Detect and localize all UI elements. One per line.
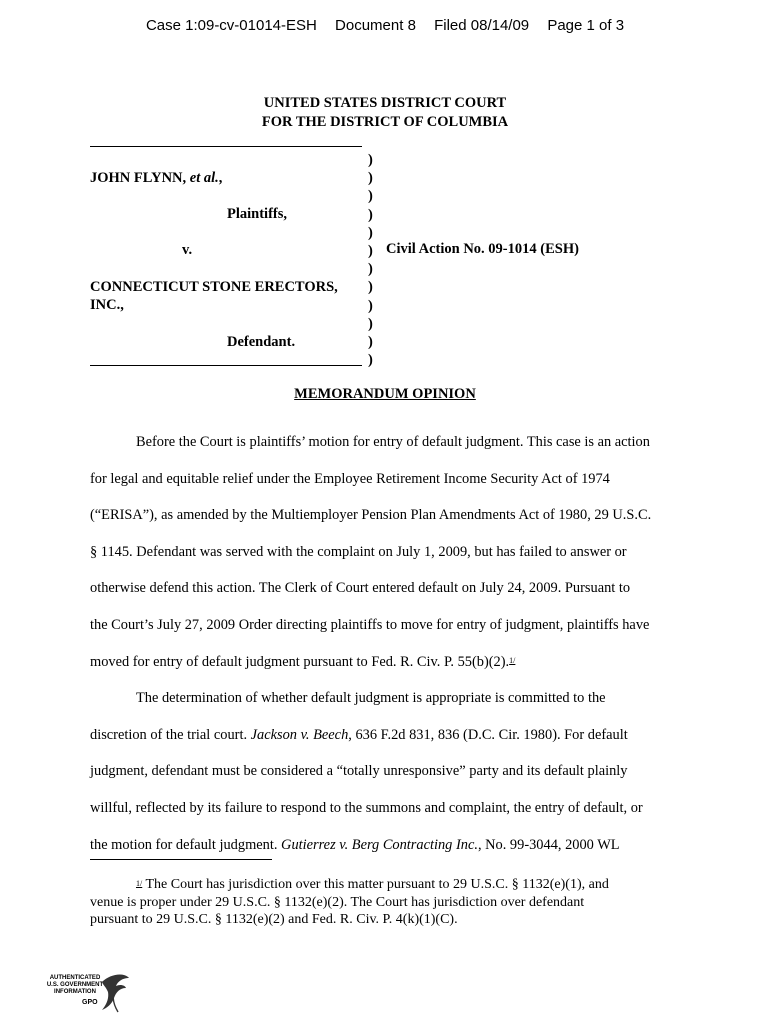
ecf-header (0, 17, 770, 34)
footnote-rule (90, 859, 272, 860)
footnote (90, 876, 690, 929)
body-line: otherwise defend this action. The Clerk of Court entered default on July 24, 2009. Pursuant to (90, 580, 631, 597)
body-line: judgment, defendant must be considered a “totally unresponsive” party and its default plainly (90, 763, 628, 780)
versus: v. (182, 242, 193, 258)
footnote-reference[interactable]: 1/ (509, 655, 516, 665)
body-line: for legal and equitable relief under the Employee Retirement Income Security Act of 1974 (90, 470, 610, 487)
case-number: Case 1:09-cv-01014-ESH (145, 17, 317, 34)
document-number: Document 8 (335, 17, 416, 34)
civil-action-number: Civil Action No. 09-1014 (ESH) (386, 241, 579, 257)
seal-text: AUTHENTICATED U.S. GOVERNMENT INFORMATION (46, 975, 104, 995)
court-line-1: UNITED STATES DISTRICT COURT (263, 95, 507, 111)
body-line: § 1145. Defendant was served with the complaint on July 1, 2009, but has failed to answer or (90, 543, 627, 560)
body-line: (“ERISA”), as amended by the Multiemployer Pension Plan Amendments Act of 1980, 29 U.S.C. (90, 507, 652, 524)
body-line: The determination of whether default judgment is appropriate is committed to the (136, 690, 606, 707)
body-line: the motion for default judgment. Gutierrez v. Berg Contracting Inc., No. 99-3044, 2000 WL (90, 836, 620, 853)
body-line: Before the Court is plaintiffs’ motion for entry of default judgment. This case is an action (136, 434, 650, 450)
defendant-name-line-2: INC., (90, 297, 124, 313)
caption-top-rule (90, 146, 362, 147)
footnote-line: venue is proper under 29 U.S.C. § 1132(e)(2). The Court has jurisdiction over defendant (90, 894, 585, 910)
case-citation: Gutierrez v. Berg Contracting Inc. (281, 836, 478, 853)
caption-bottom-rule (90, 365, 362, 366)
court-name (0, 94, 770, 132)
body-line: moved for entry of default judgment pursuant to Fed. R. Civ. P. 55(b)(2).$^{1/}$ (90, 653, 516, 670)
plaintiff-role: Plaintiffs, (227, 206, 288, 222)
footnote-line: pursuant to 29 U.S.C. § 1132(e)(2) and Fed. R. Civ. P. 4(k)(1)(C). (90, 912, 458, 928)
gpo-authentication-seal (44, 972, 134, 1018)
eagle-icon (96, 972, 132, 1016)
document-title: MEMORANDUM OPINION (294, 386, 476, 402)
seal-agency: GPO (82, 999, 98, 1006)
filed-date: Filed 08/14/09 (434, 17, 530, 34)
page-number: Page 1 of 3 (547, 17, 625, 34)
footnote-line: $^{1/}$ The Court has jurisdiction over this matter pursuant to 29 U.S.C. § 1132(e)(1), and (136, 877, 609, 892)
defendant-name-line-1: CONNECTICUT STONE ERECTORS, (90, 279, 338, 295)
opinion-body (90, 424, 690, 863)
body-line: willful, reflected by its failure to respond to the summons and complaint, the entry of default, or (90, 799, 643, 816)
body-line: discretion of the trial court. Jackson v. Beech, 636 F.2d 831, 836 (D.C. Cir. 1980). For default (90, 726, 628, 743)
case-citation: Jackson v. Beech (250, 726, 349, 743)
court-line-2: FOR THE DISTRICT OF COLUMBIA (261, 114, 509, 130)
body-line: the Court’s July 27, 2009 Order directing plaintiffs to move for entry of judgment, plaintiffs have (90, 616, 650, 633)
defendant-role: Defendant. (227, 334, 296, 350)
plaintiff-name: JOHN FLYNN, et al., (90, 170, 223, 186)
caption-parens: ) ) ) ) ) ) ) ) ) ) ) ) (368, 152, 373, 369)
footnote-marker: 1/ (136, 879, 143, 888)
